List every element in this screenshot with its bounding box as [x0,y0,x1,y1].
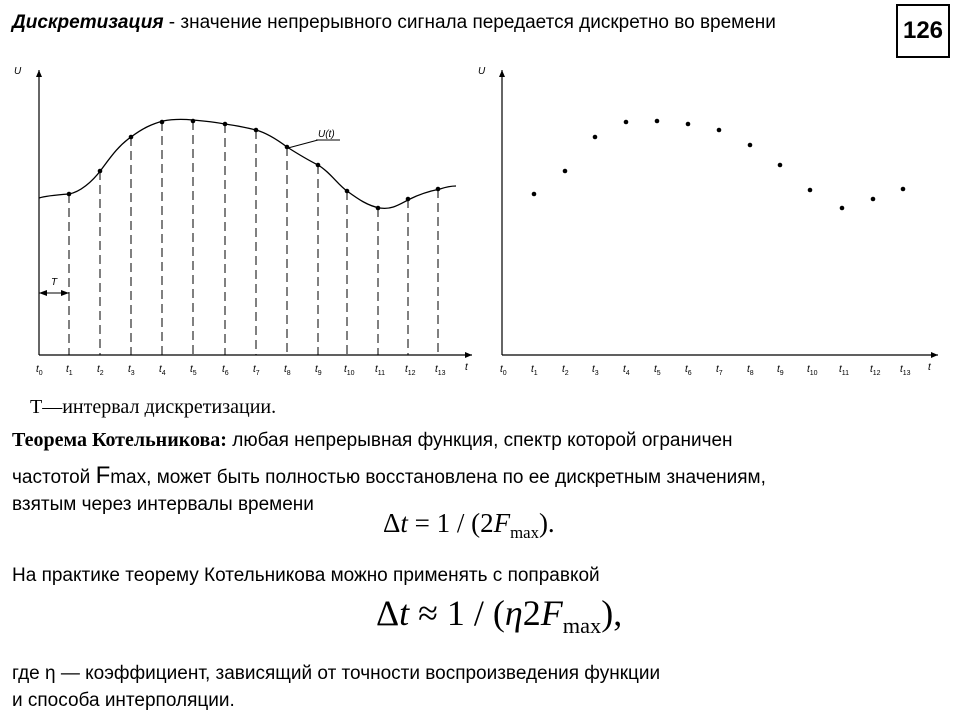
right-sample-point-9 [778,163,783,168]
left-sample-point-9 [316,163,321,168]
right-x-axis-label: t [928,362,931,373]
theorem-line-3: взятым через интервалы времени [12,494,314,515]
right-tick-13: $t_{13}$ [900,364,911,377]
curve-label-leader [288,140,318,148]
formula1-end: ). [538,508,555,538]
slide-title [12,12,776,34]
formula2-delta: Δ [376,593,400,633]
left-sample-points [67,119,441,211]
formula2-end: ), [601,593,623,633]
left-sample-point-10 [345,189,350,194]
left-sample-point-2 [98,169,103,174]
left-tick-4: $t_4$ [159,364,166,377]
theorem-line-1 [12,429,733,452]
theorem-name: Теорема Котельникова: [12,429,227,451]
right-tick-5: $t_5$ [654,364,661,377]
left-sample-point-3 [129,135,134,140]
right-sample-point-1 [532,192,537,197]
page-number: 126 [896,4,950,58]
left-sample-point-6 [223,122,228,127]
left-y-axis-label: U [14,66,22,77]
left-tick-0: $t_0$ [36,364,43,377]
interval-definition-text: T—интервал дискретизации. [30,396,277,418]
left-chart [14,66,472,377]
right-tick-8: $t_8$ [747,364,754,377]
left-sample-point-4 [160,120,165,125]
formula2-sub: max [562,612,602,638]
left-sample-point-13 [436,187,441,192]
formula-nyquist [383,508,555,543]
theorem-line2-max: max [110,467,147,488]
right-tick-11: $t_{11}$ [839,364,850,377]
left-tick-5: $t_5$ [190,364,197,377]
right-sample-point-5 [655,119,660,124]
where-line-1: где η — коэффициент, зависящий от точности воспроизведения функции [12,663,661,684]
formula1-delta: Δ [383,508,401,538]
right-sample-point-2 [563,169,568,174]
right-sample-point-12 [871,197,876,202]
right-tick-labels [500,364,911,377]
interval-definition [30,396,276,419]
left-sample-point-5 [191,119,196,124]
right-tick-9: $t_9$ [777,364,784,377]
right-tick-1: $t_1$ [531,364,538,377]
left-tick-8: $t_8$ [284,364,291,377]
right-y-axis-label: U [478,66,486,77]
left-sample-point-1 [67,192,72,197]
formula2-eta: η [504,593,523,633]
left-tick-11: $t_{11}$ [375,364,386,377]
theorem-line1-text: любая непрерывная функция, спектр которой ограничен [226,430,733,451]
left-x-axis-label: t [465,362,468,373]
left-tick-10: $t_{10}$ [344,364,355,377]
right-tick-12: $t_{12}$ [870,364,881,377]
right-tick-2: $t_2$ [562,364,569,377]
formula2-F: F [540,593,563,633]
title-term: Дискретизация [12,12,164,33]
curve-label: U(t) [318,129,335,140]
right-sample-point-13 [901,187,906,192]
practice-line: На практике теорему Котельникова можно применять с поправкой [12,565,600,586]
left-sample-point-11 [376,206,381,211]
right-tick-7: $t_7$ [716,364,723,377]
formula1-F: F [493,508,511,538]
right-tick-6: $t_6$ [685,364,692,377]
interval-label: T [51,277,58,288]
left-tick-1: $t_1$ [66,364,73,377]
right-sample-point-3 [593,135,598,140]
right-tick-0: $t_0$ [500,364,507,377]
right-sample-point-8 [748,143,753,148]
interval-arrow-right-head [61,290,69,296]
right-sample-points [532,119,906,211]
theorem-line2-post: , может быть полностью восстановлена по ее дискретным значениям, [146,467,766,488]
right-sample-point-11 [840,206,845,211]
formula1-sub: max [510,522,539,542]
left-tick-6: $t_6$ [222,364,229,377]
where-line-2: и способа интерполяции. [12,690,235,711]
right-sample-point-4 [624,120,629,125]
left-tick-2: $t_2$ [97,364,104,377]
theorem-line2-pre: частотой [12,467,96,488]
left-sample-lines [69,121,438,355]
formula1-eq: = 1 / (2 [407,508,494,538]
right-tick-3: $t_3$ [592,364,599,377]
left-tick-12: $t_{12}$ [405,364,416,377]
title-rest: - значение непрерывного сигнала передается дискретно во времени [163,12,776,33]
formula2-eq: ≈ 1 / ( [409,593,505,633]
right-tick-4: $t_4$ [623,364,630,377]
interval-arrow-left-head [39,290,47,296]
left-sample-point-8 [285,145,290,150]
right-sample-point-6 [686,122,691,127]
left-sample-point-7 [254,128,259,133]
left-sample-point-12 [406,197,411,202]
left-tick-labels [36,364,446,377]
right-tick-10: $t_{10}$ [807,364,818,377]
continuous-signal-curve [39,119,456,208]
left-tick-3: $t_3$ [128,364,135,377]
right-chart [478,66,938,377]
formula1-t: t [400,508,408,538]
right-sample-point-7 [717,128,722,133]
formula2-t: t [399,593,410,633]
formula-corrected [376,592,622,639]
left-tick-7: $t_7$ [253,364,260,377]
theorem-line2-F: F [95,462,111,489]
charts-area [0,55,960,385]
theorem-line-2 [12,462,766,490]
formula2-two: 2 [522,593,541,633]
left-tick-9: $t_9$ [315,364,322,377]
left-tick-13: $t_{13}$ [435,364,446,377]
right-sample-point-10 [808,188,813,193]
